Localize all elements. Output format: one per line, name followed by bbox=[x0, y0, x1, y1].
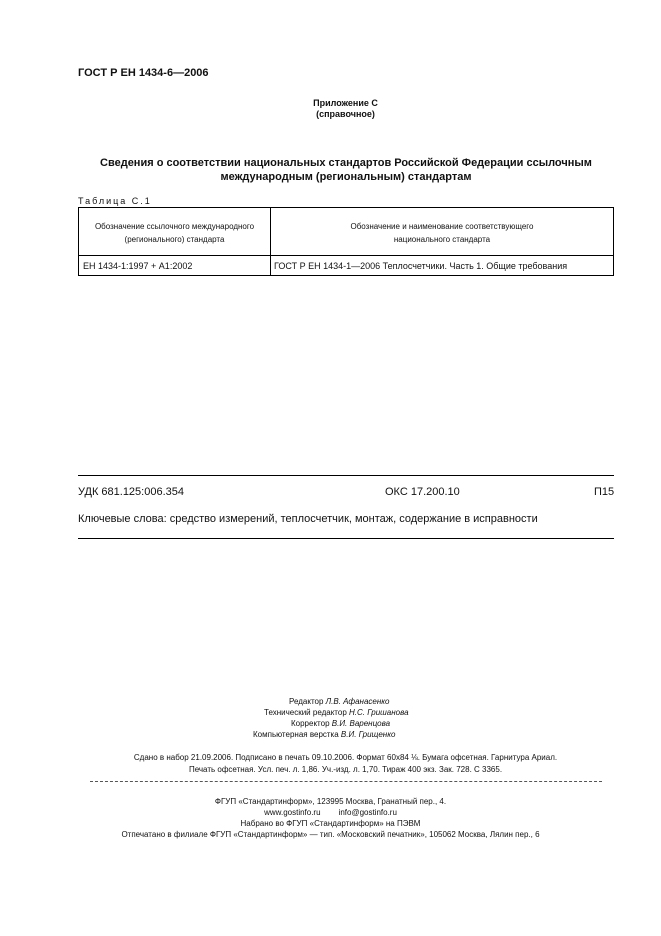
keywords: Ключевые слова: средство измерений, теплосчетчик, монтаж, содержание в исправности bbox=[78, 513, 538, 525]
table-header-divider bbox=[79, 255, 613, 256]
publisher-email: info@gostinfo.ru bbox=[338, 808, 397, 817]
table-header-national bbox=[271, 220, 613, 246]
staff-tech-editor-label: Технический редактор bbox=[264, 708, 347, 717]
staff-corrector-name: В.И. Варенцова bbox=[331, 719, 391, 728]
imprint-line-1: Сдано в набор 21.09.2006. Подписано в печать 09.10.2006. Формат 60х84 ⅛. Бумага офсетная. Гарнитура Ариал. bbox=[133, 753, 558, 762]
staff-editor-label: Редактор bbox=[289, 697, 324, 706]
printing-info: Отпечатано в филиале ФГУП «Стандартинформ» — тип. «Московский печатник», 105062 Москва, Лялин пер., 6 bbox=[121, 830, 540, 839]
typeset-info: Набрано во ФГУП «Стандартинформ» на ПЭВМ bbox=[240, 819, 421, 828]
udk-code: УДК 681.125:006.354 bbox=[78, 486, 184, 498]
table-cell-reference: ЕН 1434-1:1997 + А1:2002 bbox=[83, 261, 193, 271]
oks-code: ОКС 17.200.10 bbox=[385, 486, 460, 498]
table-caption: Таблица С.1 bbox=[78, 196, 152, 206]
table-header-reference-line-1: Обозначение ссылочного международного bbox=[94, 222, 255, 231]
annex-title: Приложение С bbox=[313, 98, 378, 108]
table-cell-national: ГОСТ Р ЕН 1434-1—2006 Теплосчетчики. Часть 1. Общие требования bbox=[274, 261, 568, 271]
staff-layout bbox=[253, 730, 395, 739]
classifier-code: П15 bbox=[594, 486, 615, 498]
imprint-line-2: Печать офсетная. Усл. печ. л. 1,86. Уч.-изд. л. 1,70. Тираж 400 экз. Зак. 728. С 3365. bbox=[188, 765, 503, 774]
dashed-separator bbox=[90, 781, 602, 782]
table-header-national-line-1: Обозначение и наименование соответствующего bbox=[350, 222, 534, 231]
staff-tech-editor bbox=[264, 708, 409, 717]
publisher-address: ФГУП «Стандартинформ», 123995 Москва, Гранатный пер., 4. bbox=[214, 797, 447, 806]
table-header-reference-line-2: (регионального) стандарта bbox=[124, 235, 225, 244]
divider-top bbox=[78, 475, 614, 476]
publisher-website: www.gostinfo.ru bbox=[264, 808, 321, 817]
publisher-contacts bbox=[0, 808, 661, 817]
annex-subtitle: (справочное) bbox=[316, 109, 375, 119]
table-header-national-line-2: национального стандарта bbox=[393, 235, 491, 244]
staff-corrector bbox=[291, 719, 390, 728]
staff-editor-name: Л.В. Афанасенко bbox=[325, 697, 390, 706]
staff-editor bbox=[289, 697, 389, 706]
staff-corrector-label: Корректор bbox=[291, 719, 330, 728]
divider-bottom bbox=[78, 538, 614, 539]
staff-tech-editor-name: Н.С. Гришанова bbox=[349, 708, 409, 717]
section-heading-line-1: Сведения о соответствии национальных стандартов Российской Федерации ссылочным bbox=[100, 157, 592, 169]
section-heading-line-2: международным (региональным) стандартам bbox=[220, 171, 472, 183]
staff-layout-name: В.И. Грищенко bbox=[340, 730, 396, 739]
table-header-reference bbox=[79, 220, 270, 246]
document-code: ГОСТ Р ЕН 1434-6—2006 bbox=[78, 67, 209, 79]
staff-layout-label: Компьютерная верстка bbox=[253, 730, 339, 739]
correspondence-table bbox=[78, 207, 614, 276]
